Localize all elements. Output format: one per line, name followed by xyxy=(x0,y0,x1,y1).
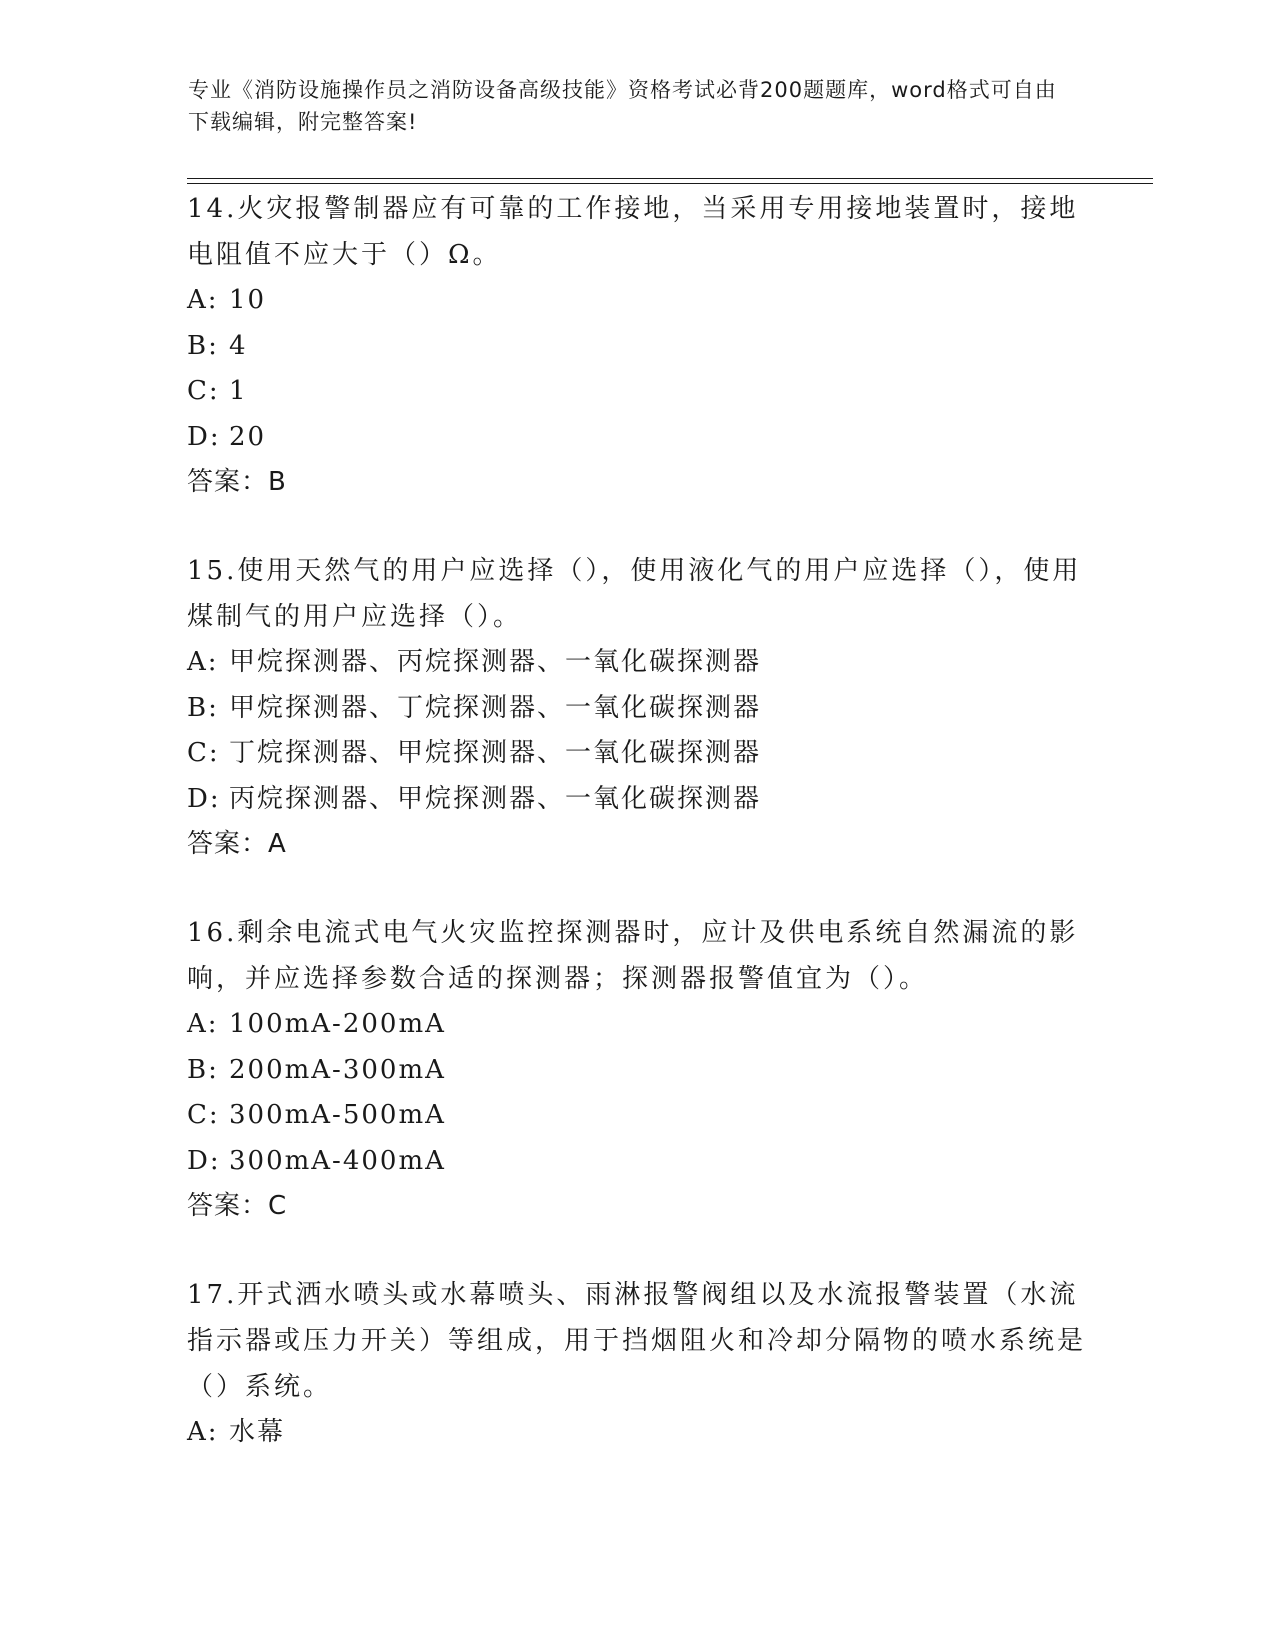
option-a xyxy=(187,1410,1087,1456)
answer-line: 答案：B xyxy=(187,467,287,497)
header-divider-bottom xyxy=(187,183,1153,184)
question-list xyxy=(187,186,1087,1500)
option-letter: B: xyxy=(187,692,219,723)
option-c xyxy=(187,369,1087,415)
option-letter: C: xyxy=(187,1100,220,1130)
option-letter: C: xyxy=(187,376,220,406)
option-letter: A: xyxy=(187,1417,219,1447)
option-text: 4 xyxy=(229,330,248,361)
option-b xyxy=(187,324,1087,370)
question-stem: 14.火灾报警制器应有可靠的工作接地，当采用专用接地装置时，接地电阻值不应大于（）Ω。 xyxy=(187,194,1079,270)
question-15 xyxy=(187,548,1087,866)
option-text: 100mA-200mA xyxy=(229,1009,446,1039)
option-letter: D: xyxy=(187,421,221,452)
answer-line: 答案：A xyxy=(187,829,287,859)
option-text: 20 xyxy=(229,421,267,452)
option-b xyxy=(187,1048,1087,1094)
document-header: 专业《消防设施操作员之消防设备高级技能》资格考试必背200题题库，word格式可自由下载编辑，附完整答案! xyxy=(188,78,1057,134)
option-d xyxy=(187,1139,1087,1185)
option-letter: A: xyxy=(187,285,219,315)
option-a xyxy=(187,640,1087,686)
option-text: 1 xyxy=(229,376,248,406)
option-a xyxy=(187,1002,1087,1048)
question-14 xyxy=(187,186,1087,504)
option-text: 300mA-500mA xyxy=(229,1100,446,1130)
option-text: 300mA-400mA xyxy=(229,1145,446,1176)
option-text: 丁烷探测器、甲烷探测器、一氧化碳探测器 xyxy=(229,738,762,768)
question-17 xyxy=(187,1272,1087,1456)
option-c xyxy=(187,731,1087,777)
question-stem: 16.剩余电流式电气火灾监控探测器时，应计及供电系统自然漏流的影响，并应选择参数合适的探测器；探测器报警值宜为（）。 xyxy=(187,918,1079,994)
option-text: 甲烷探测器、丙烷探测器、一氧化碳探测器 xyxy=(229,647,762,677)
option-letter: B: xyxy=(187,1054,219,1085)
option-letter: B: xyxy=(187,330,219,361)
header-divider-top xyxy=(187,178,1153,179)
option-d xyxy=(187,777,1087,823)
option-letter: D: xyxy=(187,783,221,814)
option-text: 甲烷探测器、丁烷探测器、一氧化碳探测器 xyxy=(229,692,762,723)
answer-line: 答案：C xyxy=(187,1191,288,1221)
option-text: 水幕 xyxy=(229,1417,286,1447)
option-c xyxy=(187,1093,1087,1139)
option-b xyxy=(187,686,1087,732)
option-letter: A: xyxy=(187,647,219,677)
option-letter: A: xyxy=(187,1009,219,1039)
question-stem: 17.开式洒水喷头或水幕喷头、雨淋报警阀组以及水流报警装置（水流指示器或压力开关）等组成，用于挡烟阻火和冷却分隔物的喷水系统是（）系统。 xyxy=(187,1280,1087,1402)
question-16 xyxy=(187,910,1087,1228)
option-text: 10 xyxy=(229,285,267,315)
option-d xyxy=(187,415,1087,461)
option-a xyxy=(187,278,1087,324)
option-letter: C: xyxy=(187,738,220,768)
option-text: 丙烷探测器、甲烷探测器、一氧化碳探测器 xyxy=(229,783,762,814)
option-text: 200mA-300mA xyxy=(229,1054,446,1085)
option-letter: D: xyxy=(187,1145,221,1176)
question-stem: 15.使用天然气的用户应选择（），使用液化气的用户应选择（），使用煤制气的用户应选择（）。 xyxy=(187,556,1082,632)
